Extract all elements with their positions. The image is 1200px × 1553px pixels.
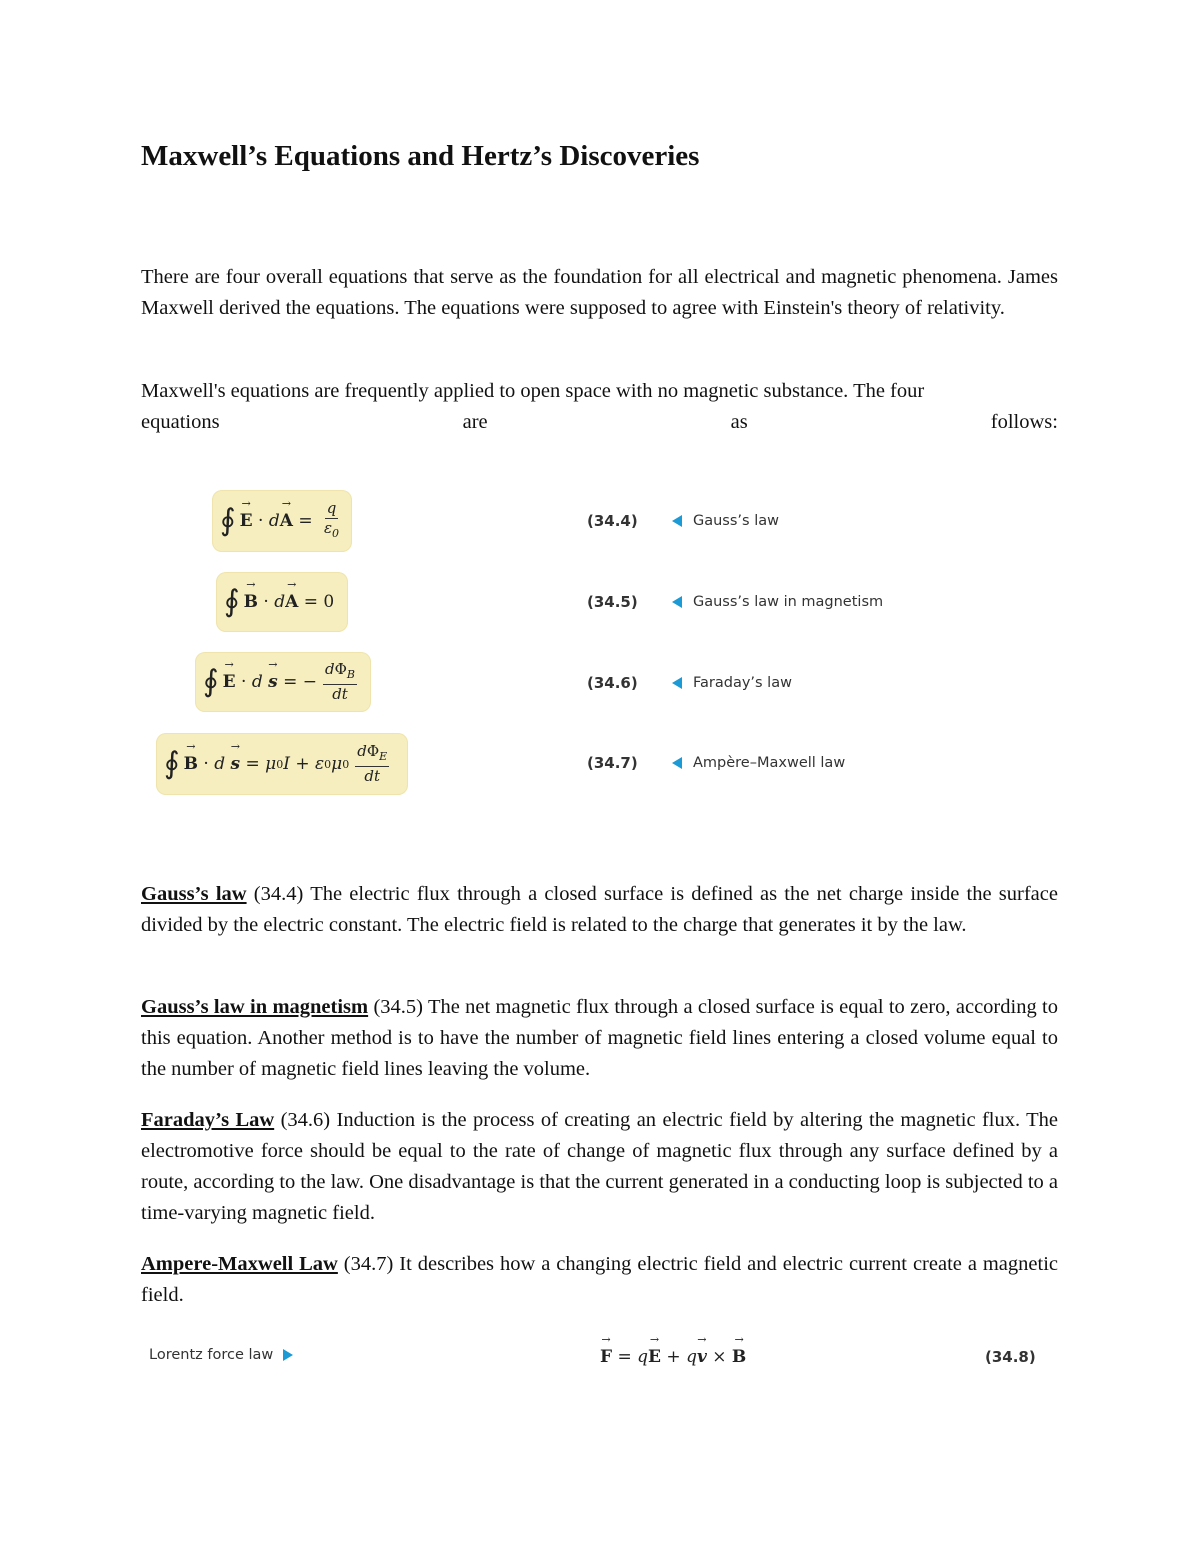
page-title: Maxwell’s Equations and Hertz’s Discoveries — [141, 140, 700, 172]
equation-number: (34.4) — [587, 512, 638, 530]
ampere-maxwell-law-equation: ∮ → B · d → s = μ 0 I + ε 0 μ 0 $\frac{d\Phi_E}{dt}$ — [156, 733, 408, 795]
gauss-law-equation: ∮ → E · d → A = $\frac{q}{\varepsilon_0}$ — [212, 490, 352, 552]
lorentz-force-equation: → F = q→ E + q→ v × → B — [600, 1347, 746, 1367]
triangle-pointer-icon — [672, 596, 682, 608]
lorentz-force-label — [149, 1347, 293, 1363]
equation-label — [672, 675, 792, 691]
contour-integral-symbol: ∮ — [220, 503, 236, 538]
equation-number: (34.6) — [587, 674, 638, 692]
law-text: (34.4) The electric flux through a closed surface is defined as the net charge inside the surface divided by the electric constant. The electric field is related to the charge that generates it by the law. — [141, 883, 1058, 936]
contour-integral-symbol: ∮ — [164, 746, 180, 781]
intro-paragraph-2-last-line — [141, 407, 1058, 438]
word: equations — [141, 411, 220, 433]
word: are — [462, 411, 488, 433]
word: as — [730, 411, 748, 433]
faraday-law-equation: ∮ → E · d → s = − $\frac{d\Phi_B}{dt}$ — [195, 652, 371, 712]
law-term: Gauss’s law — [141, 883, 247, 905]
law-paragraph-gauss — [141, 879, 1058, 941]
law-paragraph-faraday — [141, 1105, 1058, 1229]
equation-number: (34.8) — [985, 1348, 1036, 1366]
contour-integral-symbol: ∮ — [224, 584, 240, 619]
intro-paragraph-2: Maxwell's equations are frequently applied to open space with no magnetic substance. The four — [141, 380, 925, 402]
equation-label-text: Gauss’s law — [693, 513, 779, 529]
equation-label — [672, 755, 845, 771]
word: follows: — [990, 411, 1058, 433]
law-text: (34.7) It describes how a changing electric field and electric current create a magnetic field. — [141, 1253, 1058, 1306]
law-text: (34.6) Induction is the process of creating an electric field by altering the magnetic flux. The electromotive force should be equal to the rate of change of magnetic flux through any surface defined by a route, according to the law. One disadvantage is that the current generated in a conducting loop is subjected to a time-varying magnetic field. — [141, 1109, 1058, 1224]
law-term: Faraday’s Law — [141, 1109, 275, 1131]
equation-number: (34.5) — [587, 593, 638, 611]
intro-paragraph: There are four overall equations that serve as the foundation for all electrical and magnetic phenomena. James Maxwell derived the equations. The equations were supposed to agree with Einstein's theory of relativity. — [141, 266, 1058, 319]
triangle-pointer-icon — [283, 1349, 293, 1361]
law-text: (34.5) The net magnetic flux through a closed surface is equal to zero, according to this equation. Another method is to have the number of magnetic field lines entering a closed volume equal to the number of magnetic field lines leaving the volume. — [141, 996, 1058, 1080]
equation-label — [672, 594, 883, 610]
law-paragraph-gauss-magnetism — [141, 992, 1058, 1085]
gauss-law-magnetism-equation: ∮ → B · d → A = 0 — [216, 572, 348, 632]
equation-label-text: Gauss’s law in magnetism — [693, 594, 884, 610]
equation-label — [672, 513, 779, 529]
law-term: Gauss’s law in magnetism — [141, 996, 369, 1018]
law-paragraph-ampere-maxwell — [141, 1249, 1058, 1311]
triangle-pointer-icon — [672, 515, 682, 527]
equation-label-text: Faraday’s law — [693, 675, 792, 691]
equation-number: (34.7) — [587, 754, 638, 772]
triangle-pointer-icon — [672, 677, 682, 689]
contour-integral-symbol: ∮ — [203, 664, 219, 699]
triangle-pointer-icon — [672, 757, 682, 769]
law-term: Ampere-Maxwell Law — [141, 1253, 338, 1275]
lorentz-label-text: Lorentz force law — [149, 1347, 274, 1363]
equation-label-text: Ampère–Maxwell law — [693, 755, 846, 771]
